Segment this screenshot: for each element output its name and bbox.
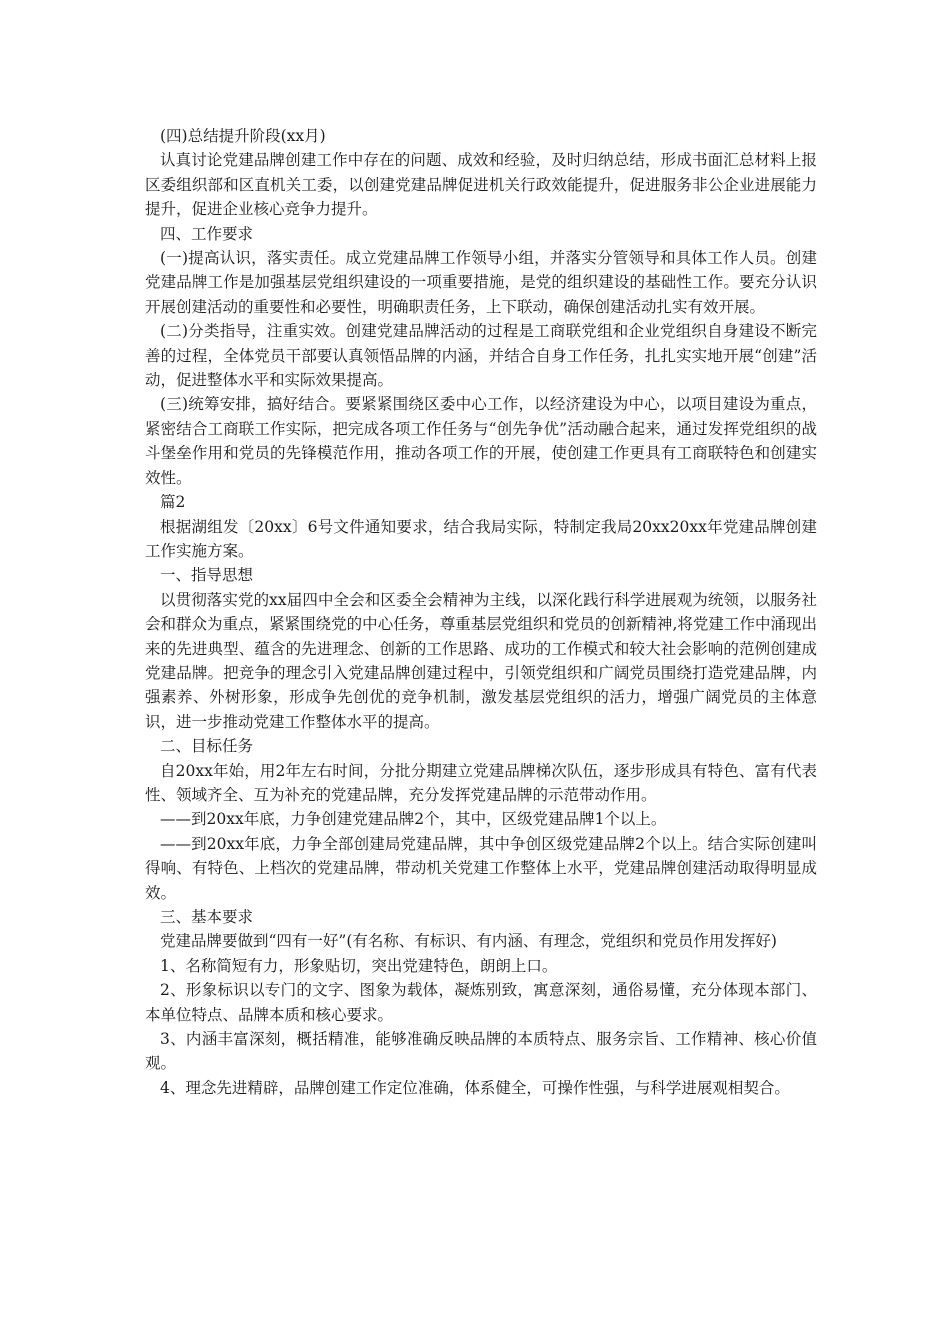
paragraph: ——到20xx年底，力争全部创建局党建品牌，其中争创区级党建品牌2个以上。结合实际创建叫得响、有特色、上档次的党建品牌，带动机关党建工作整体上水平，党建品牌创建活动取得明显成效。 [145, 834, 817, 902]
section-heading-summary-stage: (四)总结提升阶段(xx月) [160, 127, 326, 145]
section-heading-work-requirements: 四、工作要求 [160, 224, 254, 243]
paragraph: (二)分类指导，注重实效。创建党建品牌活动的过程是工商联党组和企业党组织自身建设不断完善的过程，全体党员干部要认真领悟品牌的内涵，并结合自身工作任务，扎扎实实地开展“创建”活动，促进整体水平和实际效果提高。 [145, 322, 817, 390]
list-item: 1、名称简短有力，形象贴切，突出党建特色，朗朗上口。 [160, 956, 558, 975]
paragraph: 根据湖组发〔20xx〕6号文件通知要求，结合我局实际，特制定我局20xx20xx年党建品牌创建工作实施方案。 [145, 517, 817, 560]
paragraph: 以贯彻落实党的xx届四中全会和区委全会精神为主线，以深化践行科学进展观为统领，以服务社会和群众为重点，紧紧围绕党的中心任务，尊重基层党组织和党员的创新精神,将党建工作中涌现出来的先进典型、蕴含的先进理念、创新的工作思路、成功的工作模式和较大社会影响的范例创建成党建品牌。把竞争的理念引入党建品牌创建过程中，引领党组织和广阔党员围绕打造党建品牌，内强素养、外树形象，形成争先创优的竞争机制，激发基层党组织的活力，增强广阔党员的主体意识，进一步推动党建工作整体水平的提高。 [145, 590, 817, 731]
list-item: 3、内涵丰富深刻，概括精准，能够准确反映品牌的本质特点、服务宗旨、工作精神、核心价值观。 [145, 1030, 817, 1073]
paragraph: 认真讨论党建品牌创建工作中存在的问题、成效和经验，及时归纳总结，形成书面汇总材料上报区委组织部和区直机关工委，以创建党建品牌促进机关行政效能提升，促进服务非公企业进展能力提升，促进企业核心竞争力提升。 [145, 151, 817, 219]
section-heading-goals-tasks: 二、目标任务 [160, 737, 254, 756]
section-heading-guiding-ideology: 一、指导思想 [160, 566, 254, 585]
list-item: 4、理念先进精辟，品牌创建工作定位准确，体系健全，可操作性强，与科学进展观相契合。 [160, 1078, 790, 1097]
list-item: 2、形象标识以专门的文字、图象为载体，凝炼别致，寓意深刻，通俗易懂，充分体现本部门、本单位特点、品牌本质和核心要求。 [145, 981, 817, 1024]
paragraph: (三)统筹安排，搞好结合。要紧紧围绕区委中心工作，以经济建设为中心，以项目建设为重点，紧密结合工商联工作实际，把完成各项工作任务与“创先争优”活动融合起来，通过发挥党组织的战斗堡垒作用和党员的先锋模范作用，推动各项工作的开展，使创建工作更具有工商联特色和创建实效性。 [145, 395, 817, 487]
paragraph: ——到20xx年底，力争创建党建品牌2个，其中，区级党建品牌1个以上。 [160, 810, 667, 829]
section-heading-basic-requirements: 三、基本要求 [160, 908, 254, 926]
section-heading-part-2: 篇2 [160, 493, 186, 512]
document-body [145, 124, 817, 1100]
paragraph: (一)提高认识，落实责任。成立党建品牌工作领导小组，并落实分管领导和具体工作人员。创建党建品牌工作是加强基层党组织建设的一项重要措施，是党的组织建设的基础性工作。要充分认识开展创建活动的重要性和必要性，明确职责任务，上下联动，确保创建活动扎实有效开展。 [145, 249, 817, 316]
paragraph: 自20xx年始，用2年左右时间，分批分期建立党建品牌梯次队伍，逐步形成具有特色、富有代表性、领域齐全、互为补充的党建品牌，充分发挥党建品牌的示范带动作用。 [145, 761, 817, 804]
paragraph: 党建品牌要做到“四有一好”(有名称、有标识、有内涵、有理念，党组织和党员作用发挥好) [160, 932, 777, 951]
